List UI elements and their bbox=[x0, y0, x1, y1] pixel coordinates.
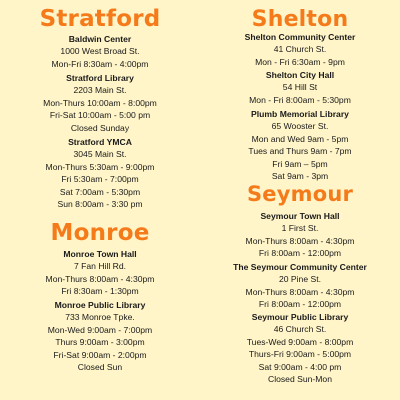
location-hours: Tues and Thurs 9am - 7pm bbox=[248, 146, 352, 157]
location-hours: Mon-Fri 8:30am - 4:00pm bbox=[51, 58, 149, 69]
town-heading-shelton: Shelton bbox=[251, 7, 349, 32]
location-hours: Fri 8:00am - 12:00pm bbox=[258, 248, 342, 259]
location-name: The Seymour Community Center bbox=[233, 262, 367, 272]
location-hours: Sat 7:00am - 5:30pm bbox=[59, 186, 141, 197]
location-hours: Fri 8:30am - 1:30pm bbox=[61, 286, 139, 297]
location-hours: Mon - Fri 6:30am - 9pm bbox=[255, 56, 345, 67]
location-name: Monroe Public Library bbox=[54, 300, 146, 310]
location-address: 7 Fan Hill Rd. bbox=[73, 261, 127, 272]
location-hours: Fri 5:30am - 7:00pm bbox=[61, 174, 139, 185]
location-address: 20 Pine St. bbox=[278, 274, 322, 285]
location-hours: Fri-Sat 10:00am - 5:00 pm bbox=[49, 110, 151, 121]
location-address: 3045 Main St. bbox=[73, 149, 127, 160]
location-monroe-public-library bbox=[0, 299, 200, 373]
location-name: Monroe Town Hall bbox=[63, 249, 137, 259]
location-hours: Fri 8:00am - 12:00pm bbox=[258, 299, 342, 310]
location-seymour-public-library bbox=[200, 311, 400, 385]
location-seymour-town-hall bbox=[200, 210, 400, 260]
location-hours: Sat 9am - 3pm bbox=[271, 171, 329, 182]
location-name: Shelton City Hall bbox=[265, 70, 335, 80]
location-address: 2203 Main St. bbox=[73, 85, 127, 96]
location-hours: Mon-Thurs 8:00am - 4:30pm bbox=[45, 273, 155, 284]
location-address: 1 First St. bbox=[281, 223, 319, 234]
location-hours: Closed Sun-Mon bbox=[267, 374, 332, 385]
location-hours: Thurs 9:00am - 3:00pm bbox=[55, 337, 145, 348]
location-address: 46 Church St. bbox=[273, 324, 327, 335]
location-hours: Mon-Thurs 8:00am - 4:30pm bbox=[245, 286, 355, 297]
location-hours: Mon-Wed 9:00am - 7:00pm bbox=[47, 324, 153, 335]
location-baldwin-center bbox=[0, 33, 200, 70]
town-heading-monroe: Monroe bbox=[50, 220, 150, 246]
location-hours: Mon - Fri 8:00am - 5:30pm bbox=[249, 94, 351, 105]
location-address: 65 Wooster St. bbox=[271, 121, 329, 132]
location-address: 54 Hill St bbox=[282, 82, 318, 93]
location-hours: Thurs-Fri 9:00am - 5:00pm bbox=[248, 349, 352, 360]
location-name: Seymour Public Library bbox=[251, 312, 349, 322]
location-plumb-memorial-library bbox=[200, 108, 400, 182]
town-heading-seymour: Seymour bbox=[246, 182, 354, 206]
location-name: Stratford YMCA bbox=[68, 137, 132, 147]
location-hours: Closed Sun bbox=[77, 362, 123, 373]
town-heading-stratford: Stratford bbox=[39, 6, 161, 32]
location-stratford-library bbox=[0, 72, 200, 134]
location-seymour-community-center bbox=[200, 261, 400, 311]
location-hours: Mon and Wed 9am - 5pm bbox=[251, 133, 349, 144]
location-hours: Mon-Thurs 8:00am - 4:30pm bbox=[245, 235, 355, 246]
location-name: Baldwin Center bbox=[68, 34, 132, 44]
location-monroe-town-hall bbox=[0, 248, 200, 298]
location-address: 1000 West Broad St. bbox=[60, 46, 140, 57]
location-name: Seymour Town Hall bbox=[260, 211, 340, 221]
location-shelton-community-center bbox=[200, 31, 400, 68]
location-hours: Mon-Thurs 10:00am - 8:00pm bbox=[43, 97, 157, 108]
location-name: Stratford Library bbox=[66, 73, 134, 83]
location-address: 733 Monroe Tpke. bbox=[65, 312, 135, 323]
location-hours: Sun 8:00am - 3:30 pm bbox=[57, 199, 143, 210]
location-stratford-ymca bbox=[0, 136, 200, 210]
location-name: Shelton Community Center bbox=[244, 32, 356, 42]
location-hours: Fri 9am – 5pm bbox=[272, 158, 328, 169]
location-shelton-city-hall bbox=[200, 69, 400, 106]
location-name: Plumb Memorial Library bbox=[251, 109, 349, 119]
location-hours: Tues-Wed 9:00am - 8:00pm bbox=[246, 336, 354, 347]
location-hours: Closed Sunday bbox=[70, 122, 130, 133]
location-hours: Sat 9:00am - 4:00 pm bbox=[258, 361, 342, 372]
location-hours: Mon-Thurs 5:30am - 9:00pm bbox=[45, 161, 155, 172]
location-hours: Fri-Sat 9:00am - 2:00pm bbox=[53, 349, 147, 360]
location-address: 41 Church St. bbox=[273, 44, 327, 55]
